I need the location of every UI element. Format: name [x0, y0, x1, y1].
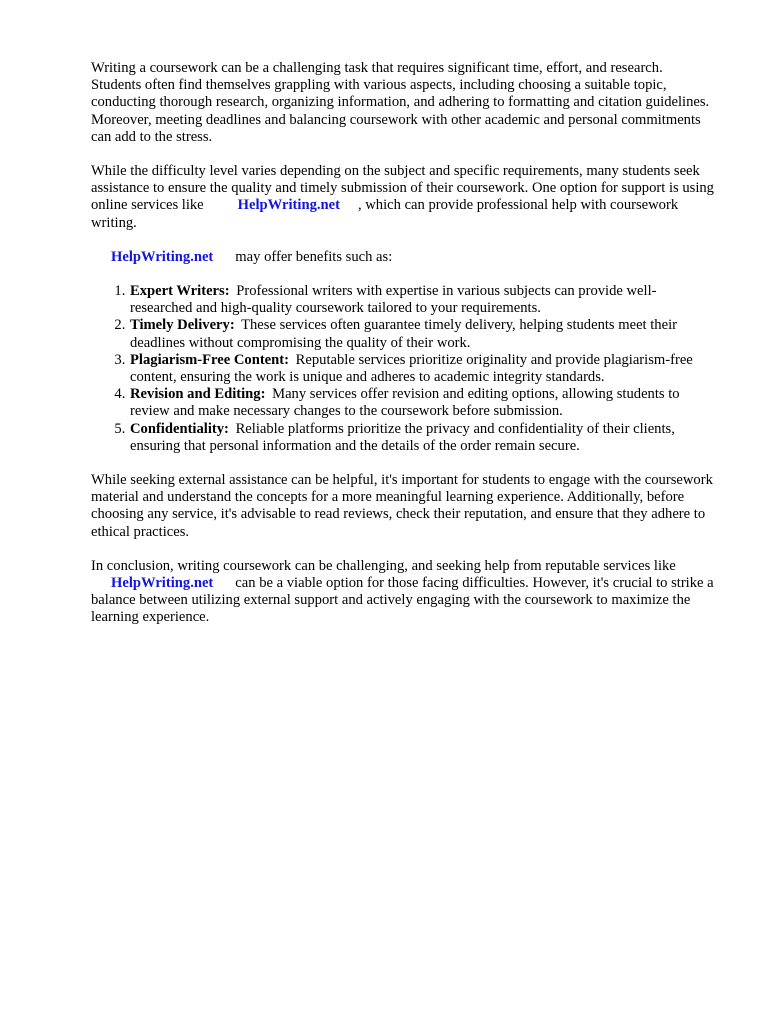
benefit-text: Many services offer revision and editing options, allowing students to review and make necessary changes to the coursework before submission.: [130, 386, 680, 420]
benefits-lead-text: may offer benefits such as:: [235, 248, 393, 265]
options-text-after: , which can provide professional help with coursework writing.: [91, 197, 679, 231]
benefit-title: Plagiarism-Free Content:: [130, 351, 289, 368]
benefit-title: Revision and Editing:: [130, 386, 266, 403]
helpwriting-link-1[interactable]: HelpWriting.net: [237, 197, 340, 214]
options-text-before: While the difficulty level varies depending on the subject and specific requirements, many students seek assistance to ensure the quality and timely submission of their coursework. One option for support is using online services like: [91, 163, 714, 214]
benefit-title: Expert Writers:: [130, 283, 230, 300]
benefit-title: Timely Delivery:: [130, 317, 235, 334]
list-item: [129, 352, 716, 386]
options-paragraph: [91, 163, 716, 232]
conclusion-paragraph: [91, 558, 716, 627]
list-item: [129, 386, 716, 420]
helpwriting-link-3[interactable]: HelpWriting.net: [111, 575, 214, 592]
benefit-text: Reliable platforms prioritize the privacy and confidentiality of their clients, ensuring that personal information and the details of the order remain secure.: [130, 420, 675, 454]
list-item: [129, 317, 716, 351]
benefit-text: Reputable services prioritize originality and provide plagiarism-free content, ensuring the work is unique and adheres to academic integrity standards.: [130, 351, 693, 386]
list-item: [129, 283, 716, 317]
conclusion-text-before: In conclusion, writing coursework can be challenging, and seeking help from reputable services like: [91, 557, 676, 574]
conclusion-text-after: can be a viable option for those facing difficulties. However, it's crucial to strike a balance between utilizing external support and actively engaging with the coursework to maximize the learning experience.: [91, 575, 714, 626]
benefit-title: Confidentiality:: [130, 420, 229, 437]
caution-paragraph: While seeking external assistance can be helpful, it's important for students to engage with the coursework material and understand the concepts for a more meaningful learning experience. Additionally, before choosing any service, it's advisable to read reviews, check their reputation, and ensure that they adhere to ethical practices.: [91, 472, 713, 540]
list-item: [129, 421, 716, 455]
helpwriting-link-2[interactable]: HelpWriting.net: [111, 248, 214, 265]
benefit-text: Professional writers with expertise in various subjects can provide well-researched and high-quality coursework tailored to your requirements.: [130, 283, 657, 317]
benefits-list: [91, 283, 716, 455]
document-page: [91, 60, 716, 644]
intro-paragraph: Writing a coursework can be a challenging task that requires significant time, effort, and research. Students often find themselves grappling with various aspects, including choosing a suitable topic, conducting thorough research, organizing information, and adhering to formatting and citation guidelines. Moreover, meeting deadlines and balancing coursework with other academic and personal commitments can add to the stress.: [91, 60, 710, 145]
benefit-text: These services often guarantee timely delivery, helping students meet their deadlines without compromising the quality of their work.: [130, 317, 677, 351]
benefits-lead: [91, 249, 716, 266]
